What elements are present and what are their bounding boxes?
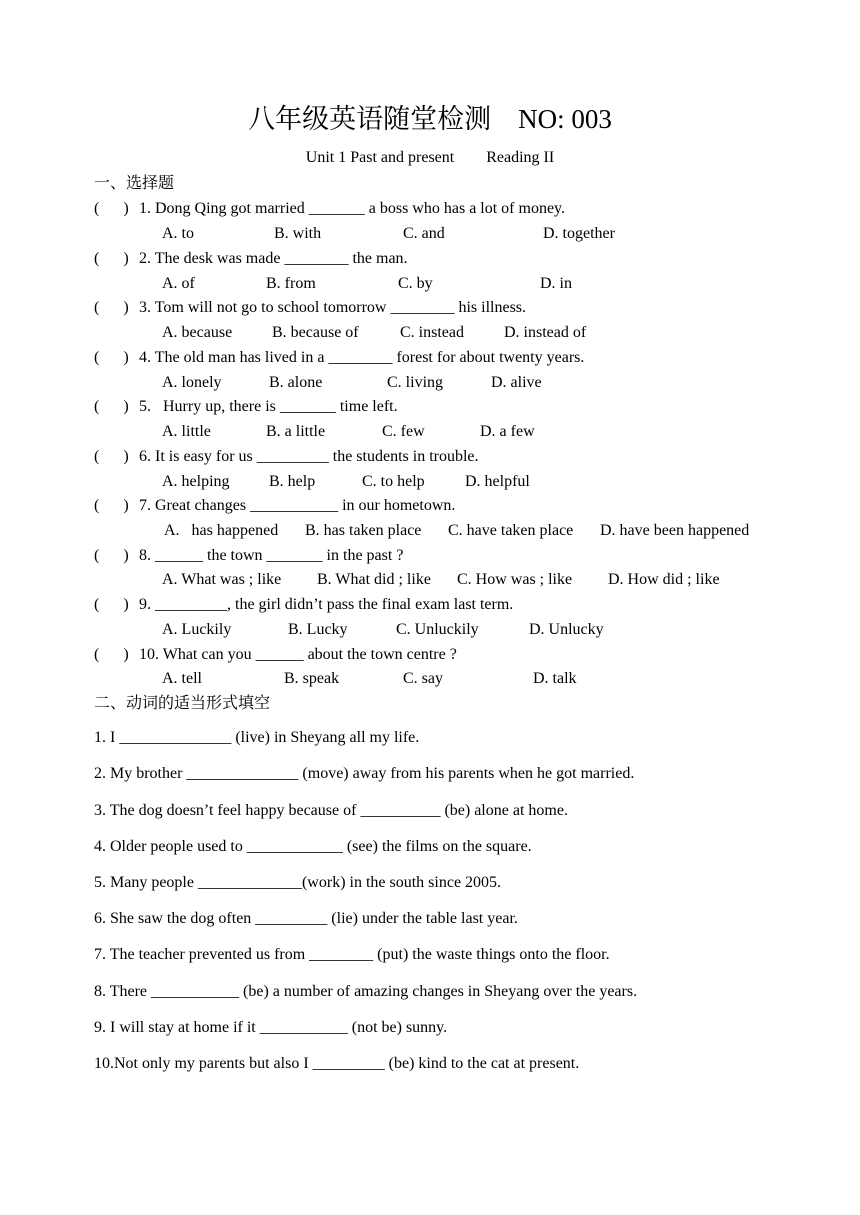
- option-b: B. has taken place: [305, 522, 422, 539]
- answer-blank[interactable]: ( ): [94, 646, 129, 663]
- option-a: A. because: [162, 324, 233, 341]
- option-a: A. What was ; like: [162, 571, 282, 588]
- answer-blank[interactable]: ( ): [94, 497, 129, 514]
- question-3: [94, 298, 526, 318]
- page-subtitle: Unit 1 Past and present Reading II: [305, 149, 555, 166]
- option-d: D. in: [540, 275, 572, 292]
- option-a: A. of: [162, 275, 195, 292]
- option-c: C. instead: [400, 324, 464, 341]
- question-stem: 5. Hurry up, there is _______ time left.: [139, 398, 398, 415]
- option-a: A. little: [162, 423, 211, 440]
- question-stem: 10. What can you ______ about the town centre ?: [139, 646, 457, 663]
- fill-item-8: 8. There ___________ (be) a number of amazing changes in Sheyang over the years.: [94, 983, 638, 1000]
- question-8: [94, 546, 403, 566]
- page-title: 八年级英语随堂检测 NO: 003: [248, 104, 612, 134]
- option-c: C. and: [403, 225, 445, 242]
- option-b: B. Lucky: [288, 621, 348, 638]
- option-b: B. help: [269, 473, 316, 490]
- fill-item-9: 9. I will stay at home if it ___________ (not be) sunny.: [94, 1019, 448, 1036]
- question-stem: 6. It is easy for us _________ the students in trouble.: [139, 448, 479, 465]
- option-a: A. to: [162, 225, 194, 242]
- option-b: B. What did ; like: [317, 571, 431, 588]
- option-c: C. Unluckily: [396, 621, 479, 638]
- answer-blank[interactable]: ( ): [94, 596, 129, 613]
- fill-item-2: 2. My brother ______________ (move) away from his parents when he got married.: [94, 765, 635, 782]
- option-d: D. together: [543, 225, 615, 242]
- question-stem: 8. ______ the town _______ in the past ?: [139, 547, 404, 564]
- fill-item-7: 7. The teacher prevented us from ________ (put) the waste things onto the floor.: [94, 946, 610, 963]
- option-d: D. How did ; like: [608, 571, 720, 588]
- option-c: C. How was ; like: [457, 571, 573, 588]
- option-b: B. a little: [266, 423, 326, 440]
- option-c: C. living: [387, 374, 444, 391]
- question-10: [94, 645, 457, 665]
- option-d: D. Unlucky: [529, 621, 604, 638]
- option-c: C. have taken place: [448, 522, 574, 539]
- option-c: C. to help: [362, 473, 425, 490]
- question-stem: 7. Great changes ___________ in our hometown.: [139, 497, 456, 514]
- fill-item-10: 10.Not only my parents but also I _________ (be) kind to the cat at present.: [94, 1055, 580, 1072]
- question-stem: 9. _________, the girl didn’t pass the final exam last term.: [139, 596, 514, 613]
- option-d: D. instead of: [504, 324, 587, 341]
- fill-item-4: 4. Older people used to ____________ (see) the films on the square.: [94, 838, 532, 855]
- answer-blank[interactable]: ( ): [94, 398, 129, 415]
- option-a: A. has happened: [164, 522, 279, 539]
- option-a: A. lonely: [162, 374, 222, 391]
- question-6: [94, 447, 479, 467]
- option-b: B. because of: [272, 324, 359, 341]
- option-d: D. a few: [480, 423, 535, 440]
- option-c: C. few: [382, 423, 425, 440]
- question-stem: 3. Tom will not go to school tomorrow ________ his illness.: [139, 299, 527, 316]
- question-9: [94, 595, 513, 615]
- answer-blank[interactable]: ( ): [94, 547, 129, 564]
- option-d: D. alive: [491, 374, 542, 391]
- option-d: D. talk: [533, 670, 577, 687]
- question-7: [94, 496, 455, 516]
- fill-item-3: 3. The dog doesn’t feel happy because of __________ (be) alone at home.: [94, 802, 568, 819]
- fill-item-1: 1. I ______________ (live) in Sheyang all my life.: [94, 729, 420, 746]
- option-b: B. with: [274, 225, 322, 242]
- answer-blank[interactable]: ( ): [94, 349, 129, 366]
- question-stem: 2. The desk was made ________ the man.: [139, 250, 408, 267]
- answer-blank[interactable]: ( ): [94, 299, 129, 316]
- question-5: [94, 397, 398, 417]
- question-1: [94, 199, 565, 219]
- question-4: [94, 348, 584, 368]
- question-2: [94, 249, 408, 269]
- question-stem: 1. Dong Qing got married _______ a boss who has a lot of money.: [139, 200, 566, 217]
- option-d: D. helpful: [465, 473, 530, 490]
- section-heading-multiple-choice: 一、选择题: [94, 175, 175, 192]
- fill-item-6: 6. She saw the dog often _________ (lie) under the table last year.: [94, 910, 518, 927]
- answer-blank[interactable]: ( ): [94, 448, 129, 465]
- answer-blank[interactable]: ( ): [94, 200, 129, 217]
- option-a: A. helping: [162, 473, 230, 490]
- option-c: C. say: [403, 670, 443, 687]
- option-a: A. tell: [162, 670, 202, 687]
- option-b: B. speak: [284, 670, 340, 687]
- option-b: B. alone: [269, 374, 323, 391]
- option-a: A. Luckily: [162, 621, 232, 638]
- option-c: C. by: [398, 275, 433, 292]
- question-stem: 4. The old man has lived in a ________ forest for about twenty years.: [139, 349, 585, 366]
- answer-blank[interactable]: ( ): [94, 250, 129, 267]
- option-b: B. from: [266, 275, 316, 292]
- section-heading-verb-forms: 二、动词的适当形式填空: [94, 695, 271, 712]
- fill-item-5: 5. Many people _____________(work) in the south since 2005.: [94, 874, 502, 891]
- option-d: D. have been happened: [600, 522, 750, 539]
